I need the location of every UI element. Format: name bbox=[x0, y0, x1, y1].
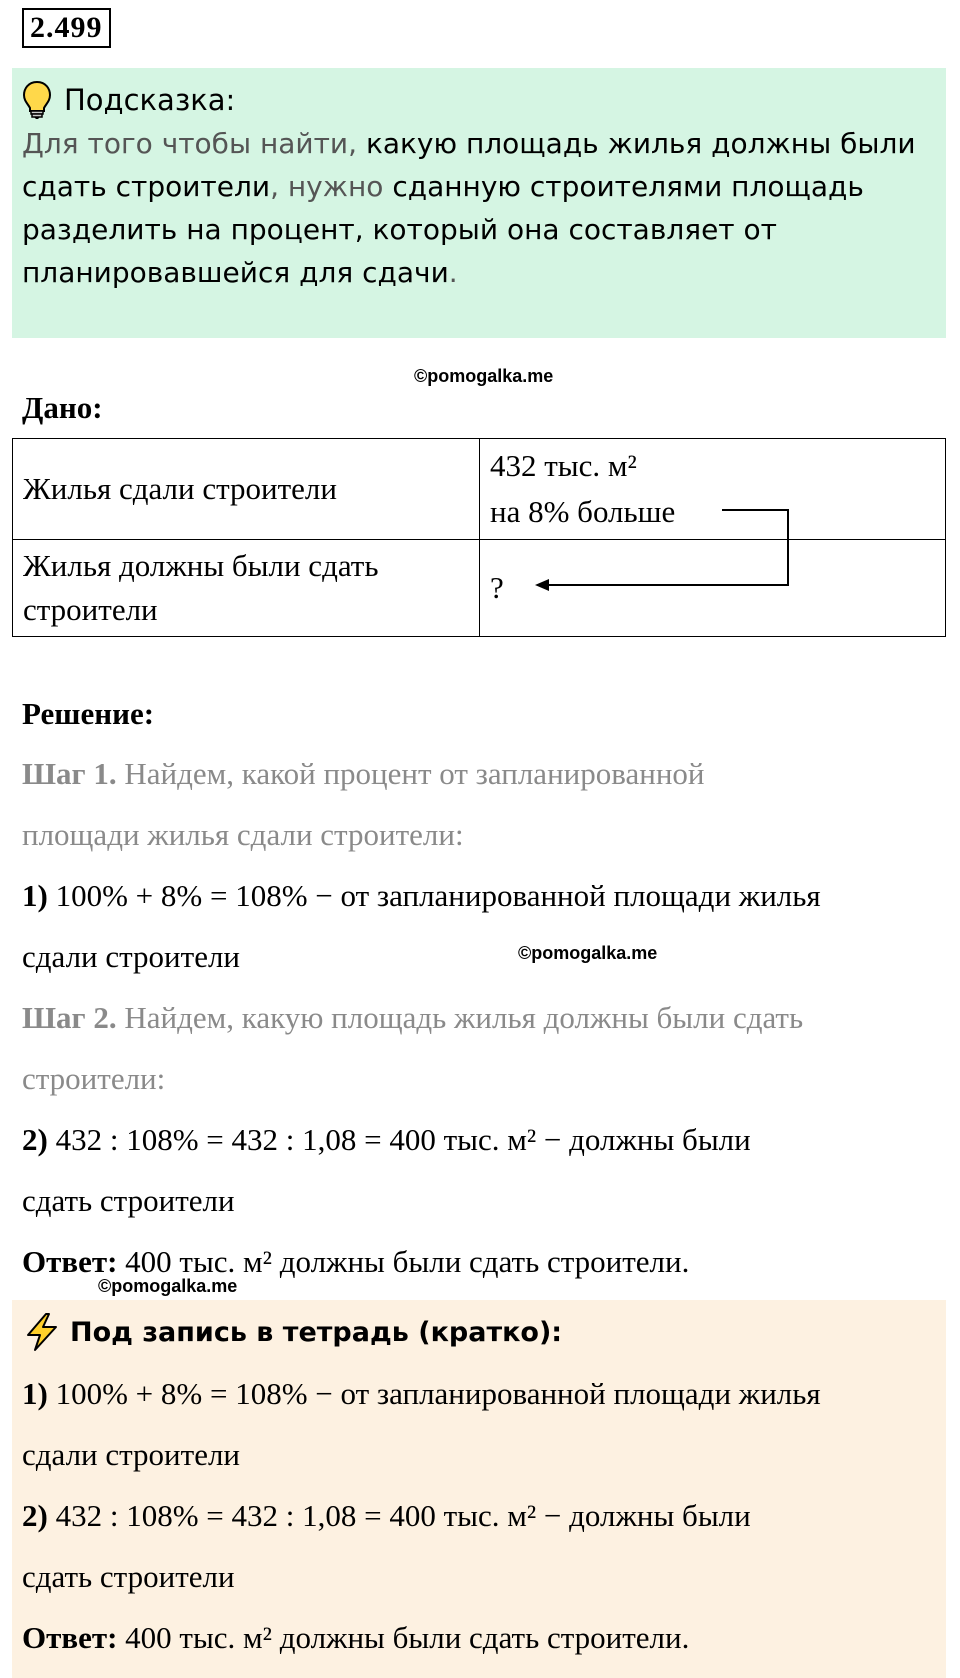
eq2-line-a bbox=[22, 1120, 751, 1160]
problem-number: 2.499 bbox=[22, 8, 111, 48]
eq1-line-a bbox=[22, 876, 821, 916]
notes-eq1-number: 1) bbox=[22, 1376, 48, 1411]
notes-eq2-line-b: сдать строители bbox=[22, 1559, 235, 1594]
row1-label: Жилья сдали строители bbox=[23, 471, 337, 506]
step1-text-a: Найдем, какой процент от запланированной bbox=[116, 756, 705, 791]
step2-label: Шаг 2. bbox=[22, 1000, 117, 1035]
given-title: Дано: bbox=[22, 390, 103, 425]
answer-label: Ответ: bbox=[22, 1244, 118, 1279]
eq2-line-b: сдать строители bbox=[22, 1183, 235, 1218]
watermark: ©pomogalka.me bbox=[414, 366, 554, 386]
notes-answer-label: Ответ: bbox=[22, 1620, 118, 1655]
eq1-line-b: сдали строители bbox=[22, 939, 241, 974]
hint-title: Подсказка: bbox=[64, 83, 236, 117]
notes-eq1-line-b: сдали строители bbox=[22, 1437, 241, 1472]
step2-line-a bbox=[22, 998, 803, 1038]
row2-value: ? bbox=[490, 570, 504, 605]
watermark: ©pomogalka.me bbox=[98, 1276, 238, 1296]
notes-eq2-line-a bbox=[22, 1496, 751, 1536]
row1-value-a: 432 тыс. м² bbox=[490, 448, 637, 483]
eq2-text-a: 432 : 108% = 432 : 1,08 = 400 тыс. м² − должны были bbox=[47, 1122, 751, 1157]
hint-text-emphasis-1: какую площадь жилья должны были сдать строители bbox=[22, 127, 916, 203]
eq1-number: 1) bbox=[22, 878, 48, 913]
step1-line-b: площади жилья сдали строители: bbox=[22, 817, 464, 852]
solution-title: Решение: bbox=[22, 696, 155, 731]
arrow-connector-icon bbox=[0, 0, 960, 640]
answer-text: 400 тыс. м² должны были сдать строители. bbox=[117, 1244, 690, 1279]
notes-title: Под запись в тетрадь (кратко): bbox=[70, 1316, 563, 1348]
notes-answer-text: 400 тыс. м² должны были сдать строители. bbox=[117, 1620, 690, 1655]
step2-text-a: Найдем, какую площадь жилья должны были сдать bbox=[116, 1000, 804, 1035]
notes-eq2-number: 2) bbox=[22, 1498, 48, 1533]
hint-text-plain-3: . bbox=[448, 256, 458, 289]
hint-text-plain-2: , нужно bbox=[270, 170, 393, 203]
notes-answer-line bbox=[22, 1618, 689, 1658]
notes-eq1-line-a bbox=[22, 1374, 821, 1414]
notes-title-row bbox=[22, 1310, 562, 1354]
eq1-text-a: 100% + 8% = 108% − от запланированной площади жилья bbox=[47, 878, 821, 913]
hint-text-plain-1: Для того чтобы найти, bbox=[22, 127, 366, 160]
watermark: ©pomogalka.me bbox=[518, 943, 658, 963]
notes-eq1-text-a: 100% + 8% = 108% − от запланированной площади жилья bbox=[47, 1376, 821, 1411]
step1-line-a bbox=[22, 754, 705, 794]
notes-eq2-text-a: 432 : 108% = 432 : 1,08 = 400 тыс. м² − должны были bbox=[47, 1498, 751, 1533]
lightning-icon bbox=[22, 1312, 62, 1352]
step2-line-b: строители: bbox=[22, 1061, 166, 1096]
row2-label: Жилья должны были сдать строители bbox=[23, 548, 379, 627]
eq2-number: 2) bbox=[22, 1122, 48, 1157]
step1-label: Шаг 1. bbox=[22, 756, 117, 791]
row1-value-b: на 8% больше bbox=[490, 494, 676, 529]
hint-text-emphasis-2: сданную строителями площадь разделить на процент, который она составляет от планировавшейся для сдачи bbox=[22, 170, 864, 289]
